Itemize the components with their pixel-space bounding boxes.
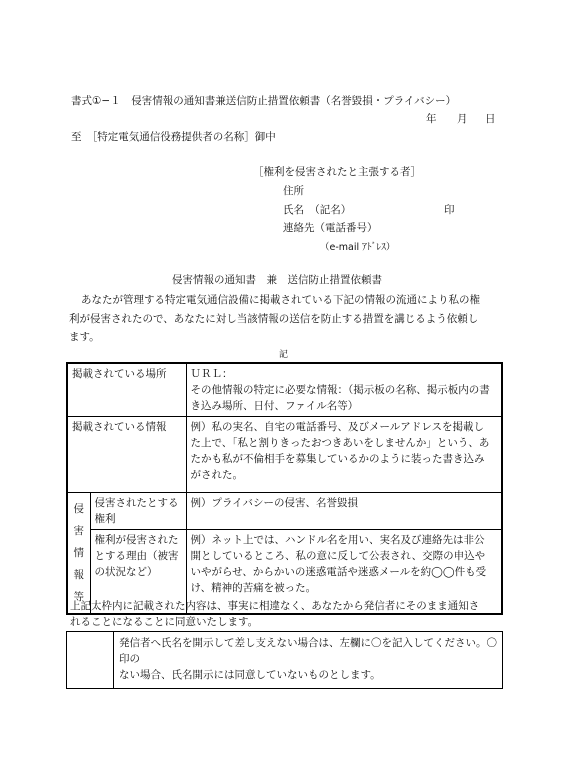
ki-mark: 記 (279, 350, 289, 360)
right-label-line-2: 権利 (94, 513, 116, 525)
info-label-cell (67, 417, 186, 493)
location-label-cell (67, 363, 186, 417)
group-char: 報 (73, 568, 84, 581)
date-month-label: 月 (457, 113, 468, 125)
other-info-line-2: き込み場所、日付、ファイル名等） (190, 400, 359, 412)
intro-line-2: 利が侵害されたので、あなたに対し当該情報の送信を防止する措置を講じるよう依頼し (69, 313, 479, 325)
form-title: 書式①−１ 侵害情報の通知書兼送信防止措置依頼書（名誉毀損・プライバシー） (71, 95, 457, 107)
right-example: 例）プライバシーの侵害、名誉毀損 (190, 497, 358, 509)
consent-mark-cell[interactable] (67, 632, 114, 689)
right-label-line-1: 侵害されたとする (94, 497, 179, 509)
info-example-line-3: たかも私が不倫相手を募集しているかのように装った書き込み (190, 453, 485, 465)
url-label: ＵＲＬ： (190, 368, 233, 380)
email-label: （e-mail ｱﾄﾞﾚｽ） (320, 242, 396, 253)
info-example-line-1: 例）私の実名、自宅の電話番号、及びメールアドレスを掲載し (190, 421, 484, 433)
consent-text-cell (114, 632, 503, 689)
group-label-cell (67, 493, 90, 614)
claimant-heading: ［権利を侵害されたと主張する者］ (253, 166, 421, 178)
reason-label-line-3: の状況など） (94, 566, 158, 578)
document-title: 侵害情報の通知書 兼 送信防止措置依頼書 (172, 274, 382, 286)
consent-line-2: ない場合、氏名開示には同意していないものとします。 (119, 669, 381, 681)
info-label: 掲載されている情報 (72, 421, 167, 433)
location-value-cell[interactable] (186, 363, 502, 417)
intro-line-3: ます。 (69, 331, 100, 343)
name-label: 氏名 （記名） (283, 204, 352, 216)
reason-example-line-4: け、精神的苦痛を被った。 (190, 582, 317, 594)
contact-label: 連絡先（電話番号） (283, 222, 378, 234)
info-example-line-2: た上で、「私と割りきったおつきあいをしませんか」という、あ (190, 437, 490, 449)
reason-label-line-2: とする理由（被害 (94, 550, 179, 562)
info-example-cell[interactable] (186, 417, 502, 493)
reason-label-line-1: 権利が侵害された (94, 534, 179, 546)
intro-line-1: あなたが管理する特定電気通信設備に掲載されている下記の情報の流通により私の権 (81, 294, 480, 306)
other-info-line-1: その他情報の特定に必要な情報：（掲示板の名称、掲示板内の書 (190, 384, 490, 396)
seal-label: 印 (444, 204, 455, 216)
reason-example-line-1: 例）ネット上では、ハンドル名を用い、実名及び連絡先は非公 (190, 534, 485, 546)
declaration-line-1: 上記太枠内に記載された内容は、事実に相違なく、あなたから発信者にそのまま通知さ (70, 600, 480, 612)
location-label: 掲載されている場所 (72, 368, 167, 380)
group-char: 害 (73, 524, 84, 537)
address-label: 住所 (283, 185, 304, 197)
group-char: 情 (73, 546, 84, 559)
right-example-cell[interactable] (186, 493, 502, 530)
right-label-cell (90, 493, 186, 530)
declaration-line-2: れることになることに同意いたします。 (70, 616, 259, 628)
addressee: 至 ［特定電気通信役務提供者の名称］御中 (71, 131, 276, 143)
consent-table (66, 631, 503, 689)
reason-example-line-2: 開としているところ、私の意に反して公表され、交際の申込や (190, 550, 486, 562)
consent-line-1: 発信者へ氏名を開示して差し支えない場合は、左欄に〇を記入してください。〇印の (119, 637, 497, 665)
date-day-label: 日 (485, 113, 496, 125)
reason-example-line-3: いやがらせ、からかいの迷惑電話や迷惑メールを約◯◯件も受 (190, 566, 487, 578)
infringement-table (66, 362, 503, 615)
group-char: 等 (73, 590, 84, 603)
date-year-label: 年 (426, 113, 437, 125)
group-char: 侵 (73, 502, 84, 515)
info-example-line-4: がされた。 (190, 469, 243, 481)
